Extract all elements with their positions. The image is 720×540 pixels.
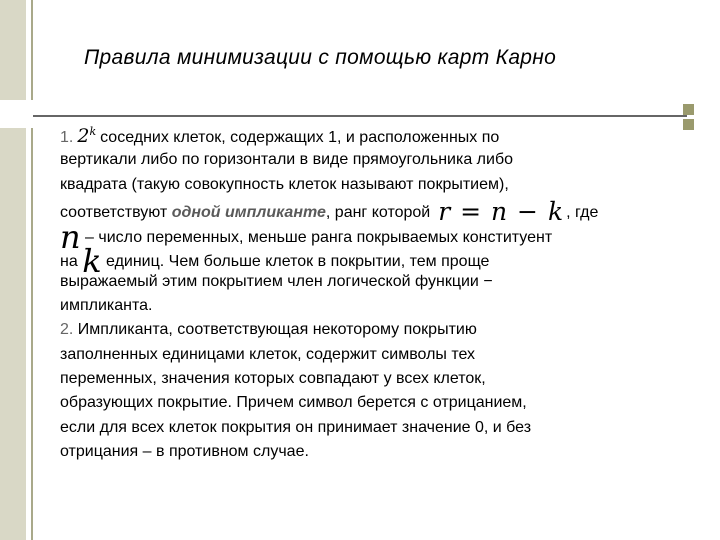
para1-line5: n – число переменных, меньше ранга покрываемых конституент [60, 218, 553, 257]
para1-line6: на k единиц. Чем больше клеток в покрытии, тем проще [60, 242, 490, 281]
para2-line3: переменных, значения которых совпадают у всех клеток, [60, 369, 486, 387]
slide-title: Правила минимизации с помощью карт Карно [84, 46, 557, 69]
left-decor-line-top [31, 0, 33, 100]
para2-line2: заполненных единицами клеток, содержит символы тех [60, 345, 476, 363]
formula-n: n [60, 218, 81, 257]
para2-line6: отрицания – в противном случае. [60, 442, 309, 460]
left-decor-bar-top [0, 0, 26, 100]
formula-rank: r = n − k [438, 196, 565, 226]
emphasis-implicant: одной импликанте [171, 203, 326, 221]
para1-line7: выражаемый этим покрытием член логической функции − [60, 272, 493, 290]
decor-square-bottom [683, 119, 694, 130]
formula-k: k [82, 242, 102, 281]
slide-body [60, 124, 680, 464]
para1-line4: соответствуют одной импликанте, ранг которой r = n − k , где [60, 196, 599, 226]
para1-line2: вертикали либо по горизонтали в виде прямоугольника либо [60, 151, 513, 169]
para2-line5: если для всех клеток покрытия он принимает значение 0, и без [60, 418, 532, 436]
left-decor-line-bottom [31, 128, 33, 540]
title-divider [33, 115, 687, 117]
para1-line3: квадрата (такую совокупность клеток называют покрытием), [60, 175, 509, 193]
para2-line1: 2. Импликанта, соответствующая некоторому покрытию [60, 321, 477, 339]
para1-line8: импликанта. [60, 297, 153, 315]
decor-square-top [683, 104, 694, 115]
para2-line4: образующих покрытие. Причем символ берется с отрицанием, [60, 394, 527, 412]
formula-2k: 2$^k$ [77, 125, 97, 147]
item-number: 1. [60, 129, 74, 146]
para1-line1: 1. 2$^k$ соседних клеток, содержащих 1, и расположенных по [60, 125, 500, 147]
left-decor-bar-bottom [0, 128, 26, 540]
item-number: 2. [60, 321, 74, 339]
